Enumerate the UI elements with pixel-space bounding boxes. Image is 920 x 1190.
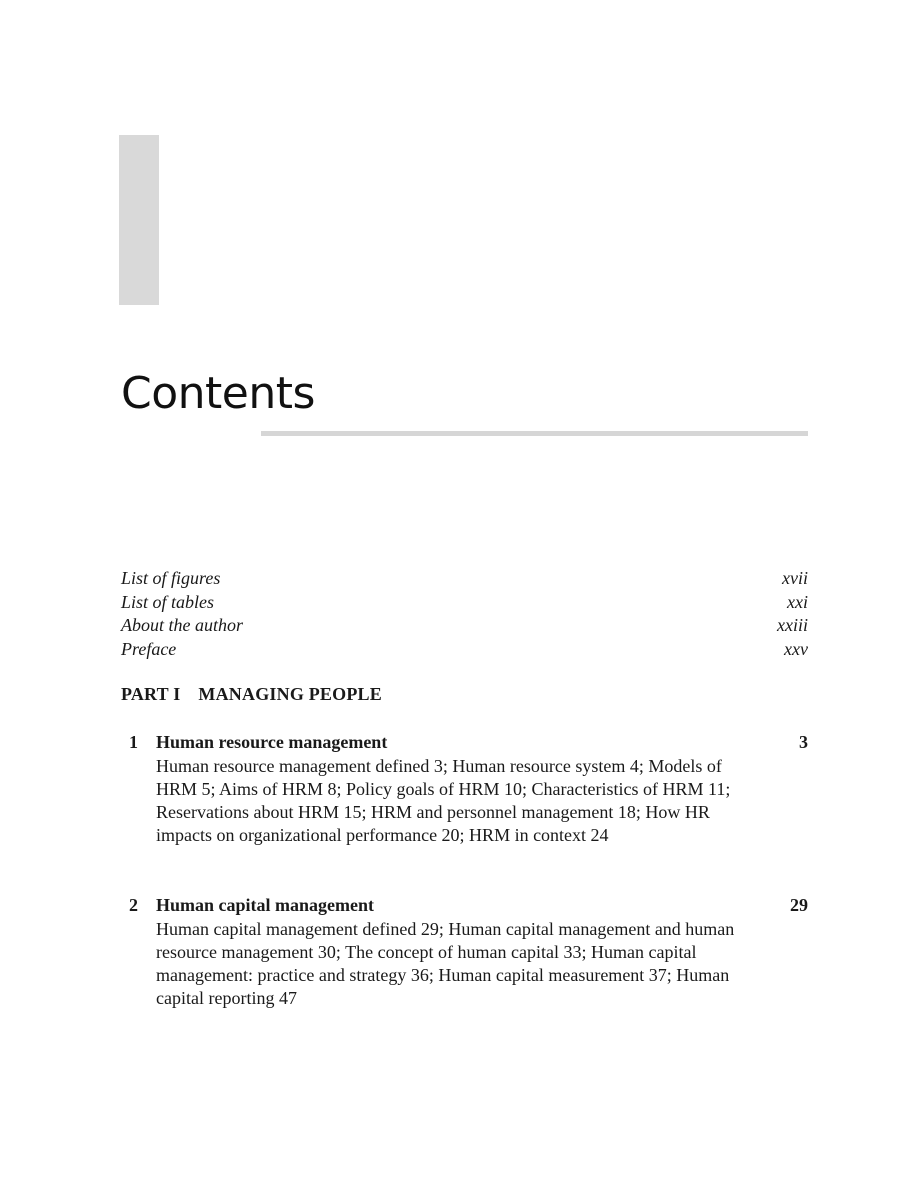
chapter-number: 2 (129, 895, 138, 915)
chapter-page: 29 (790, 895, 808, 915)
front-matter-label: About the author (121, 615, 243, 635)
page-title: Contents (121, 368, 315, 419)
front-matter-page: xxi (787, 591, 808, 612)
chapter-number: 1 (129, 732, 138, 752)
front-matter-label: Preface (121, 638, 177, 659)
chapter-header (121, 731, 808, 755)
front-matter-page: xxiii (777, 615, 808, 635)
chapter-entry (121, 894, 808, 1011)
front-matter-item (121, 567, 808, 591)
chapter-description: Human capital management defined 29; Human capital management and human resource management 30; The concept of human capital 33; Human capital management: practice and strategy 36; Human capital measurement 37; Human capital reporting 47 (156, 918, 735, 1009)
chapter-description: Human resource management defined 3; Human resource system 4; Models of HRM 5; Aims of HRM 8; Policy goals of HRM 10; Characteristics of HRM 11; Reservations about HRM 15; HRM and personnel management 18; How HR impacts on organizational performance 20; HRM in context 24 (156, 755, 731, 846)
decorative-grey-block (119, 135, 159, 305)
part-heading (121, 684, 382, 705)
front-matter-list (121, 567, 808, 661)
title-rule (261, 431, 808, 436)
part-title: MANAGING PEOPLE (198, 684, 382, 704)
chapter-entry (121, 731, 808, 848)
front-matter-page: xvii (782, 568, 808, 588)
front-matter-item (121, 638, 808, 662)
chapter-page: 3 (799, 732, 808, 752)
part-number: PART I (121, 684, 181, 704)
chapter-title: Human resource management (156, 732, 388, 752)
front-matter-page: xxv (784, 638, 808, 659)
front-matter-item (121, 591, 808, 615)
chapter-title: Human capital management (156, 895, 374, 915)
front-matter-label: List of figures (121, 568, 221, 588)
chapter-header (121, 894, 808, 918)
front-matter-label: List of tables (121, 591, 215, 612)
front-matter-item (121, 614, 808, 638)
